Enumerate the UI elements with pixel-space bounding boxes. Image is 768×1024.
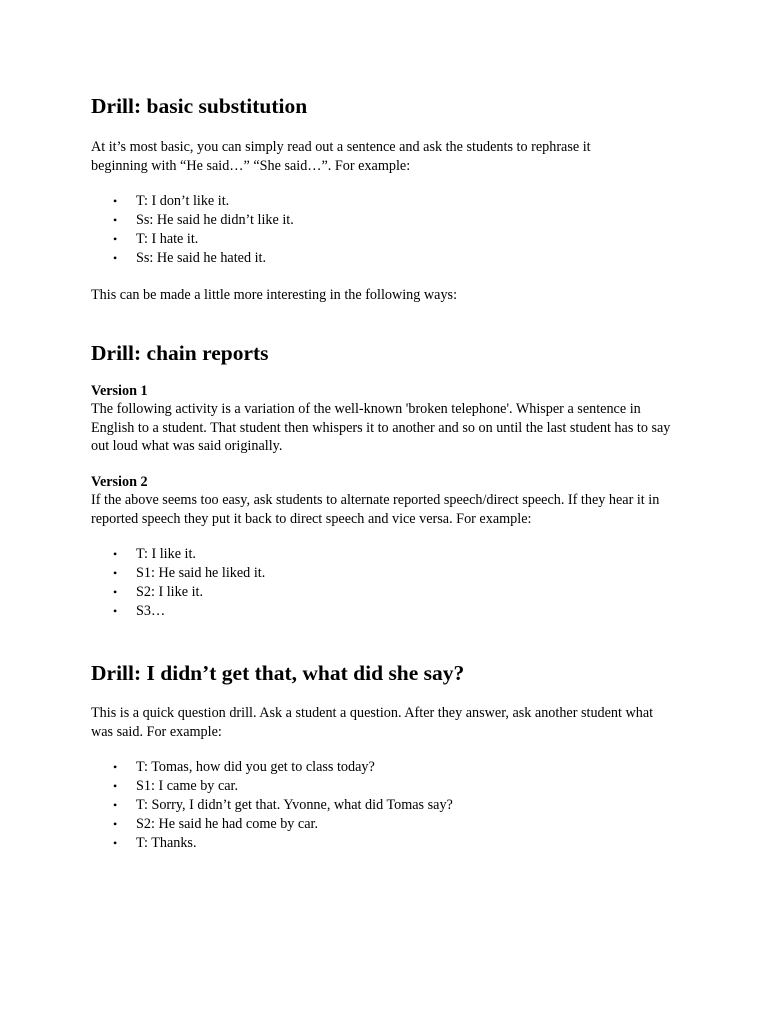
section-heading: Drill: chain reports [91,340,269,365]
bullet-list [91,758,691,853]
list-item: • Ss: He said he hated it. [113,250,267,266]
paragraph: If the above seems too easy, ask students to alternate reported speech/direct speech. If they hear it in reported speech they put it back to direct speech and vice versa. For example: [91,492,660,527]
section-heading: Drill: basic substitution [91,94,308,118]
list-item: • T: Tomas, how did you get to class today? [113,759,375,775]
document-content [91,92,691,853]
bullet-list [91,192,691,268]
list-item: • T: I hate it. [113,231,199,247]
subheading: Version 1 [91,382,148,399]
list-item: • S1: He said he liked it. [113,565,266,581]
list-item: • S2: He said he had come by car. [113,816,319,832]
subheading: Version 2 [91,473,148,490]
list-item: • T: Sorry, I didn’t get that. Yvonne, what did Tomas say? [113,797,453,813]
list-item: • S2: I like it. [113,584,203,600]
list-item: • Ss: He said he didn’t like it. [113,212,294,228]
list-item: • S3… [113,603,166,619]
list-item: • T: I like it. [113,546,196,562]
paragraph: At it’s most basic, you can simply read out a sentence and ask the students to rephrase it beginning with “He said…” “She said…”. For example: [91,139,591,174]
list-item: • S1: I came by car. [113,778,239,794]
bullet-list [91,545,691,621]
section-heading: Drill: I didn’t get that, what did she say? [91,661,465,685]
paragraph: This can be made a little more interesting in the following ways: [91,287,458,303]
paragraph: The following activity is a variation of the well-known 'broken telephone'. Whisper a sentence in English to a student. That student then whispers it to another and so on until the last student has to say out loud what was said originally. [91,401,671,454]
list-item: • T: Thanks. [113,835,197,851]
paragraph: This is a quick question drill. Ask a student a question. After they answer, ask another student what was said. For example: [91,705,654,740]
list-item: • T: I don’t like it. [113,193,230,209]
